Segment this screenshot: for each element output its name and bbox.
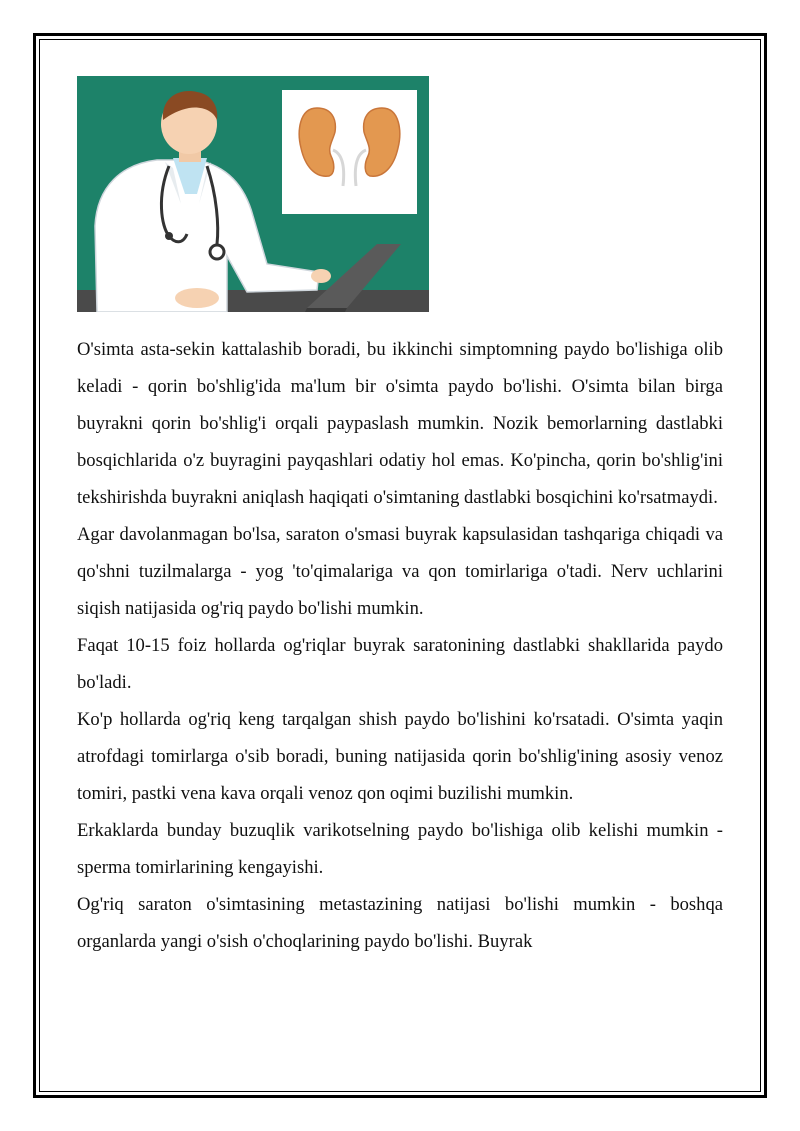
paragraph: Faqat 10-15 foiz hollarda og'riqlar buyrak saratonining dastlabki shakllarida paydo bo'ladi. [77,635,723,693]
paragraph: Erkaklarda bunday buzuqlik varikotselning paydo bo'lishiga olib kelishi mumkin - sperma tomirlarining kengayishi. [77,820,723,878]
paragraph: Agar davolanmagan bo'lsa, saraton o'smasi buyrak kapsulasidan tashqariga chiqadi va qo'shni tuzilmalarga - yog 'to'qimalariga va qon tomirlariga o'tadi. Nerv uchlarini siqish natijasida og'riq paydo bo'lishi mumkin. [77,524,723,619]
paragraph: O'simta asta-sekin kattalashib boradi, bu ikkinchi simptomning paydo bo'lishiga olib keladi - qorin bo'shlig'ida ma'lum bir o'simta paydo bo'lishi. O'simta bilan birga buyrakni qorin bo'shlig'i orqali paypaslash mumkin. Nozik bemorlarning dastlabki bosqichlarida o'z buyragini payqashlari odatiy hol emas. Ko'pincha, qorin bo'shlig'ini tekshirishda buyrakni aniqlash haqiqati o'simtaning dastlabki bosqichini ko'rsatmaydi. [77,339,723,508]
paragraph: Ko'p hollarda og'riq keng tarqalgan shish paydo bo'lishini ko'rsatadi. O'simta yaqin atrofdagi tomirlarga o'sib boradi, buning natijasida qorin bo'shlig'ining asosiy venoz tomiri, pastki vena kava orqali venoz qon oqimi buzilishi mumkin. [77,709,723,804]
body-text [77,331,723,960]
paragraph: Og'riq saraton o'simtasining metastazining natijasi bo'lishi mumkin - boshqa organlarda yangi o'sish o'choqlarining paydo bo'lishi. Buyrak [77,894,723,952]
doctor-kidney-illustration [77,76,429,312]
